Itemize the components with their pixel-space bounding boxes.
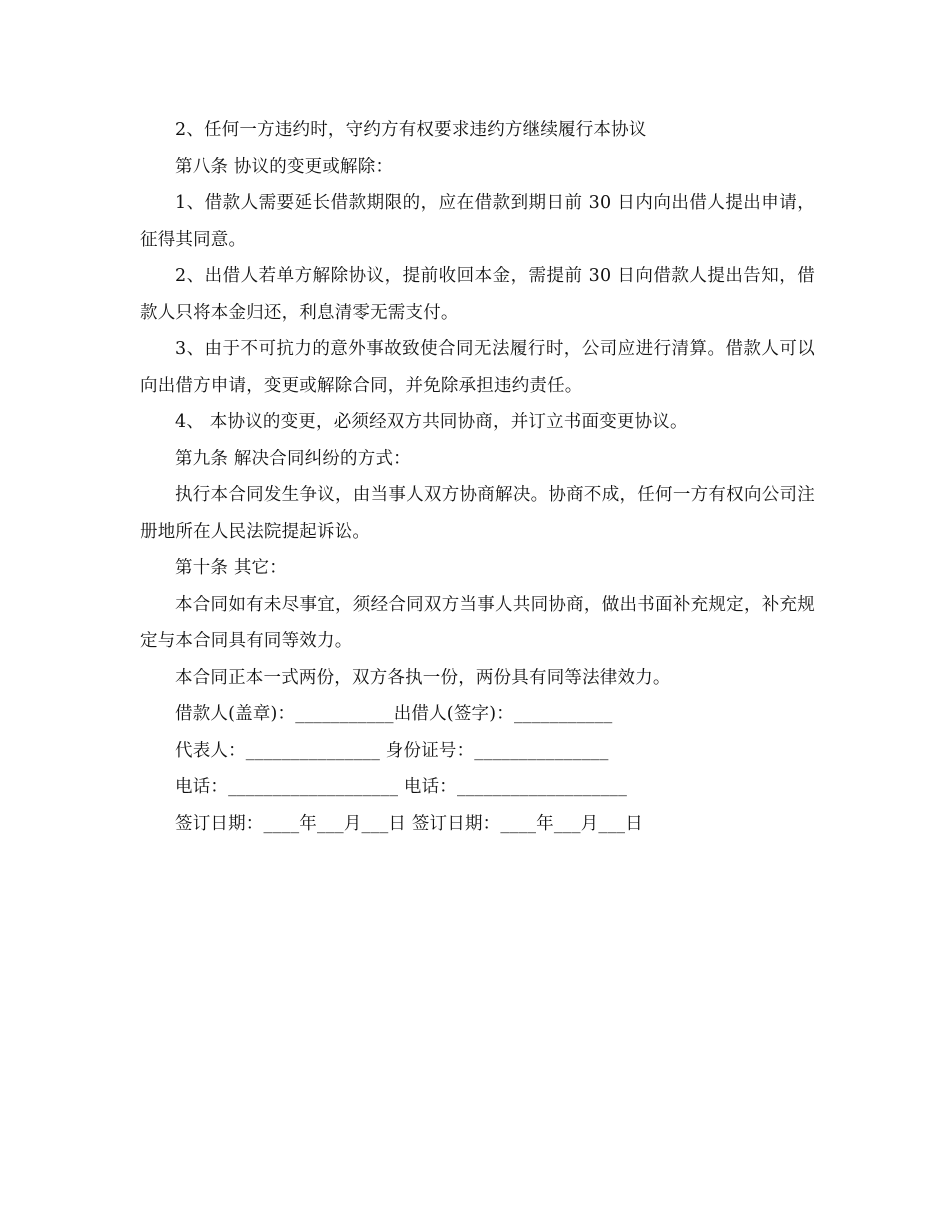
signature-line-representative-id: 代表人：_______________ 身份证号：_______________	[175, 740, 609, 761]
article8-item4: 4、 本协议的变更，必须经双方共同协商，并订立书面变更协议。	[175, 412, 688, 432]
document-body	[140, 112, 815, 842]
signature-line-phone: 电话：___________________ 电话：___________________	[175, 777, 628, 797]
article8-item1: 1、借款人需要延长借款期限的，应在借款到期日前 30 日内向出借人提出申请，征得其同意。	[140, 193, 815, 250]
article8-heading: 第八条 协议的变更或解除：	[175, 156, 394, 177]
article10-heading: 第十条 其它：	[175, 558, 287, 578]
article10-body1: 本合同如有未尽事宜，须经合同双方当事人共同协商，做出书面补充规定，补充规定与本合同具有同等效力。	[140, 594, 815, 651]
article10-body2: 本合同正本一式两份，双方各执一份，两份具有同等法律效力。	[175, 667, 671, 688]
signature-line-date: 签订日期：____年___月___日 签订日期：____年___月___日	[175, 813, 643, 834]
article9-body: 执行本合同发生争议，由当事人双方协商解决。协商不成，任何一方有权向公司注册地所在人民法院提起诉讼。	[140, 485, 815, 542]
article9-heading: 第九条 解决合同纠纷的方式：	[175, 448, 411, 469]
signature-line-borrower-lender: 借款人(盖章)：___________出借人(签字)：___________	[175, 704, 613, 724]
clause7-item2: 2、任何一方违约时，守约方有权要求违约方继续履行本协议	[175, 120, 647, 140]
article8-item3: 3、由于不可抗力的意外事故致使合同无法履行时，公司应进行清算。借款人可以向出借方申请，变更或解除合同，并免除承担违约责任。	[140, 339, 815, 396]
article8-item2: 2、出借人若单方解除协议，提前收回本金，需提前 30 日向借款人提出告知，借款人只将本金归还，利息清零无需支付。	[140, 266, 815, 323]
